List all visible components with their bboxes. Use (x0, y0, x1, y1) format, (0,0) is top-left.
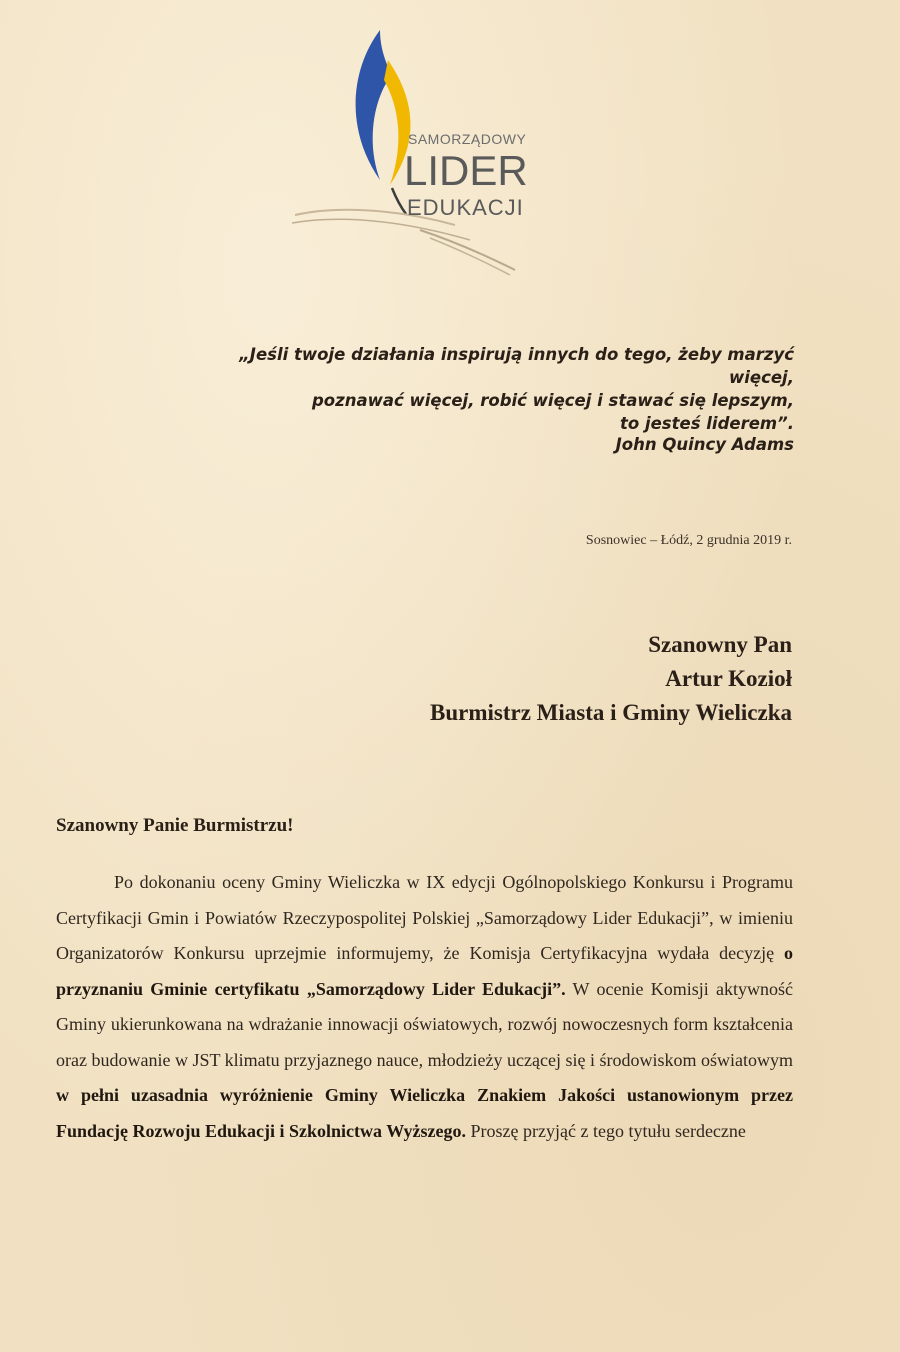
body-bold-segment: w pełni uzasadnia wyróżnienie Gminy Wieliczka Znakiem Jakości ustanowionym przez Fundację Rozwoju Edukacji i Szkolnictwa Wyższego. (56, 1085, 793, 1141)
letter-body (56, 865, 793, 1149)
letter-date: Sosnowiec – Łódź, 2 grudnia 2019 r. (585, 533, 792, 548)
logo-text-samorzadowy: SAMORZĄDOWY (408, 131, 527, 147)
motto-quote (174, 343, 794, 435)
samorzadowy-lider-edukacji-logo (280, 20, 550, 290)
recipient-block (430, 628, 792, 730)
quote-line: „Jeśli twoje działania inspirują innych do tego, żeby marzyć więcej, (239, 345, 794, 387)
quote-line: poznawać więcej, robić więcej i stawać się lepszym, (311, 391, 794, 410)
body-text-segment: Proszę przyjąć z tego tytułu serdeczne (466, 1120, 746, 1141)
body-text-segment: Po dokonaniu oceny Gminy Wieliczka w IX edycji Ogólnopolskiego Konkursu i Programu Certyfikacji Gmin i Powiatów Rzeczypospolitej Polskiej „Samorządowy Lider Edukacji”, w imieniu Organizatorów Konkursu uprzejmie informujemy, że Komisja Certyfikacyjna wydała decyzję (56, 872, 793, 963)
body-bold-segment: o przyznaniu Gminie certyfikatu „Samorządowy Lider Edukacji”. (56, 943, 793, 999)
recipient-greeting: Szanowny Pan (648, 632, 792, 657)
logo-text-edukacji: EDUKACJI (407, 195, 524, 220)
quote-author: John Quincy Adams (615, 435, 794, 454)
body-text-segment: W ocenie Komisji aktywność Gminy ukierunkowana na wdrażanie innowacji oświatowych, rozwój nowoczesnych form kształcenia oraz budowanie w JST klimatu przyjaznego nauce, młodzieży uczącej się i środowiskom oświatowym (56, 978, 793, 1070)
logo-text-lider: LIDER (404, 147, 528, 194)
quote-line: to jesteś liderem”. (619, 414, 794, 433)
recipient-name: Artur Kozioł (665, 666, 792, 691)
body-paragraph (56, 865, 793, 1149)
salutation: Szanowny Panie Burmistrzu! (56, 815, 294, 836)
recipient-title: Burmistrz Miasta i Gminy Wieliczka (429, 700, 792, 725)
